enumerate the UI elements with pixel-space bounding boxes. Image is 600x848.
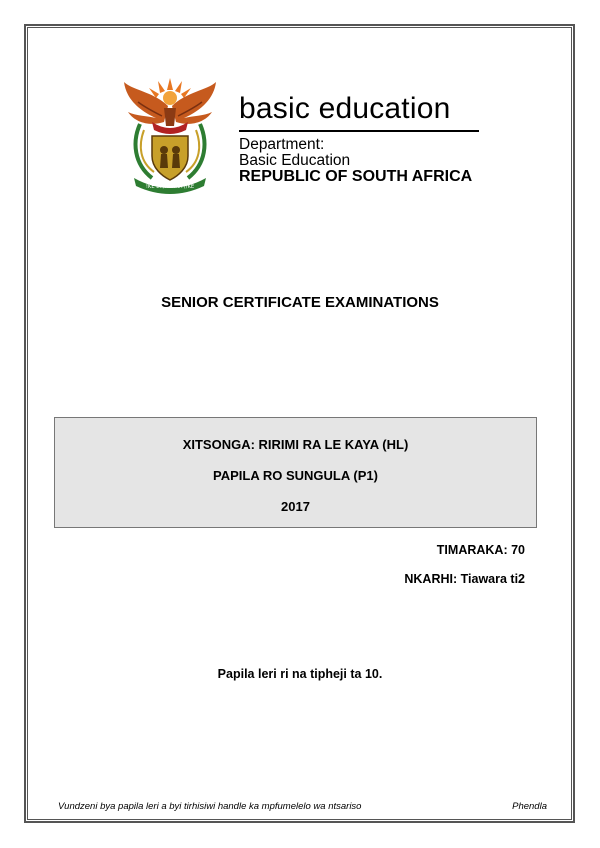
brand-underline	[239, 130, 479, 132]
country-name: REPUBLIC OF SOUTH AFRICA	[239, 168, 473, 185]
time-label: NKARHI: Tiawara ti2	[404, 572, 525, 586]
brand-title: basic education	[239, 92, 451, 125]
copyright-footer: Vundzeni bya papila leri a byi tirhisiwi handle ka mpfumelelo wa ntsariso	[58, 801, 362, 812]
crest-motto: !KE E: /XARRA //KE	[145, 184, 195, 190]
department-name: Basic Education	[239, 152, 351, 169]
subject-title: XITSONGA: RIRIMI RA LE KAYA (HL)	[182, 437, 409, 452]
marks-label: TIMARAKA: 70	[436, 543, 525, 557]
paper-title: PAPILA RO SUNGULA (P1)	[213, 468, 378, 483]
pages-note: Papila leri ri na tipheji ta 10.	[217, 667, 383, 681]
department-label: Department:	[239, 136, 325, 153]
shield-icon	[152, 136, 188, 180]
coat-of-arms-logo	[118, 72, 222, 196]
exam-heading: SENIOR CERTIFICATE EXAMINATIONS	[161, 294, 439, 311]
subject-box	[54, 417, 537, 528]
exam-year: 2017	[281, 499, 310, 514]
turn-over-footer: Phendla	[512, 801, 547, 812]
